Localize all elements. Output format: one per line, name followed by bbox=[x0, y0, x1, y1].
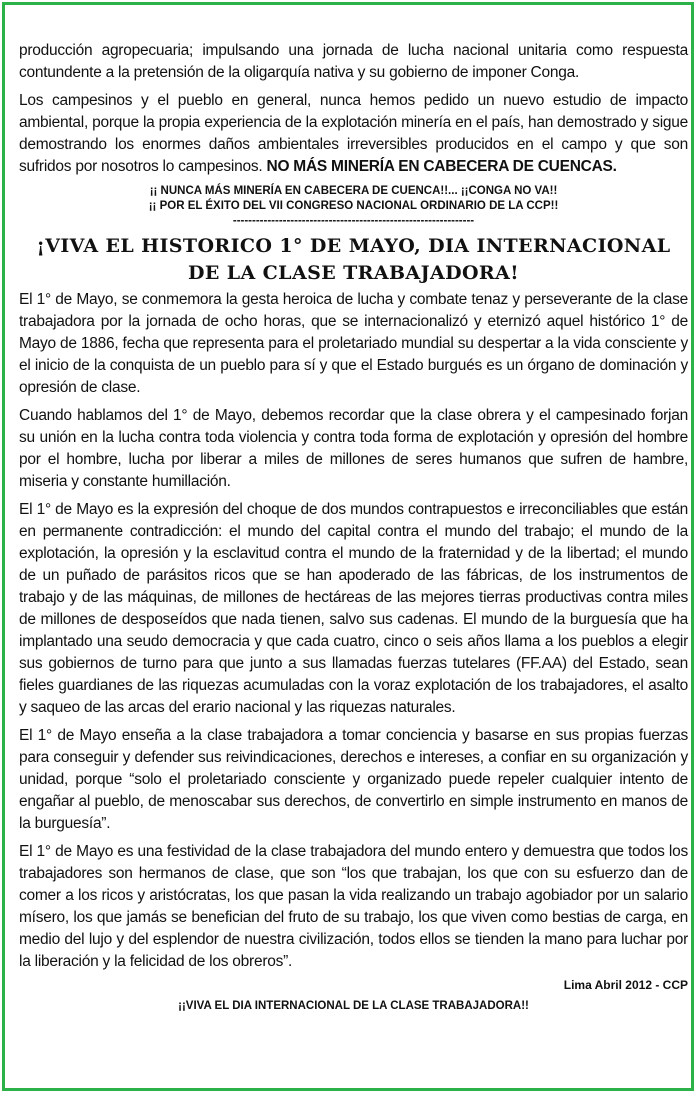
page-border bbox=[2, 2, 694, 1091]
document-body bbox=[19, 40, 688, 1014]
intro-paragraph-2 bbox=[19, 90, 688, 178]
signature: Lima Abril 2012 - CCP bbox=[563, 978, 688, 992]
article-paragraph-3: El 1° de Mayo es la expresión del choque de dos mundos contrapuestos e irreconciliables que están en permanente contradicción: el mundo del capital contra el mundo del trabajo; el mundo de la explotación, la opresión y la esclavitud contra el mundo de la fraternidad y de la libertad; el mundo de un puñado de parásitos ricos que se han apoderado de las fábricas, de los instrumentos de trabajo y de las máquinas, de millones de hectáreas de las mejores tierras productivas contra miles de millones de desposeídos que nada tienen, salvo sus cadenas. El mundo de la burguesía que ha implantado una seudo democracia y que cada cuatro, cinco o seis años llama a los pueblos a elegir sus gobiernos de turno para que junto a sus llamadas fuerzas tutelares (FF.AA) del Estado, sean fieles guardianes de las riquezas acumuladas con la voraz explotación de los trabajadores, el asalto y saqueo de las arcas del erario nacional y las riquezas naturales. bbox=[19, 501, 688, 716]
separator: --------------------------------------------------------------- bbox=[232, 215, 475, 227]
intro-emphasis: NO MÁS MINERÍA EN CABECERA DE CUENCAS. bbox=[266, 158, 617, 175]
article-title: ¡VIVA EL HISTORICO 1° DE MAYO, DIA INTERNACIONAL DE LA CLASE TRABAJADORA! bbox=[36, 235, 671, 284]
intro-paragraph-1: producción agropecuaria; impulsando una jornada de lucha nacional unitaria como respuesta contundente a la pretensión de la oligarquía nativa y su gobierno de imponer Conga. bbox=[19, 42, 688, 81]
article-paragraph-1: El 1° de Mayo, se conmemora la gesta heroica de lucha y combate tenaz y perseverante de la clase trabajadora por la jornada de ocho horas, que se internacionalizó y eternizó aquel histórico 1° de Mayo de 1886, fecha que representa para el proletariado mundial su despertar a la vida consciente y el inicio de la conquista de un pueblo para sí y que el Estado burgués es un órgano de dominación y opresión de clase. bbox=[19, 291, 688, 396]
article-paragraph-5: El 1° de Mayo es una festividad de la clase trabajadora del mundo entero y demuestra que todos los trabajadores son hermanos de clase, que son “los que trabajan, los que con su esfuerzo dan de comer a los ricos y aristócratas, los que pasan la vida realizando un trabajo agobiador por un salario mísero, los que jamás se benefician del fruto de su trabajo, los que viven como bestias de carga, en medio del lujo y del esplendor de nuestra civilización, todos ellos se tienden la mano para luchar por la liberación y la felicidad de los obreros”. bbox=[19, 843, 688, 970]
closing-slogan: ¡¡VIVA EL DIA INTERNACIONAL DE LA CLASE TRABAJADORA!! bbox=[178, 1000, 529, 1012]
article-paragraph-2: Cuando hablamos del 1° de Mayo, debemos recordar que la clase obrera y el campesinado forjan su unión en la lucha contra toda violencia y contra toda forma de explotación y opresión del hombre por el hombre, lucha por liberar a miles de millones de seres humanos que sufren de hambre, miseria y constante humillación. bbox=[19, 407, 688, 490]
slogan-congreso: ¡¡ POR EL ÉXITO DEL VII CONGRESO NACIONAL ORDINARIO DE LA CCP!! bbox=[148, 200, 559, 212]
article-paragraph-4: El 1° de Mayo enseña a la clase trabajadora a tomar conciencia y basarse en sus propias fuerzas para conseguir y defender sus reivindicaciones, derechos e intereses, a confiar en su organización y unidad, porque “solo el proletariado consciente y organizado puede repeler cualquier intento de engañar al pueblo, de menoscabar sus derechos, de convertirlo en simple instrumento en manos de la burguesía”. bbox=[19, 727, 688, 832]
slogan-conga: ¡¡ NUNCA MÁS MINERÍA EN CABECERA DE CUENCA!!... ¡¡CONGA NO VA!! bbox=[149, 185, 558, 197]
intro-paragraph-2-text: Los campesinos y el pueblo en general, nunca hemos pedido un nuevo estudio de impacto ambiental, porque la propia experiencia de la explotación minería en el país, han demostrado y sigue demostrando los enormes daños ambientales irreversibles producidos en el campo y que son sufridos por nosotros lo campesinos. bbox=[19, 92, 688, 175]
